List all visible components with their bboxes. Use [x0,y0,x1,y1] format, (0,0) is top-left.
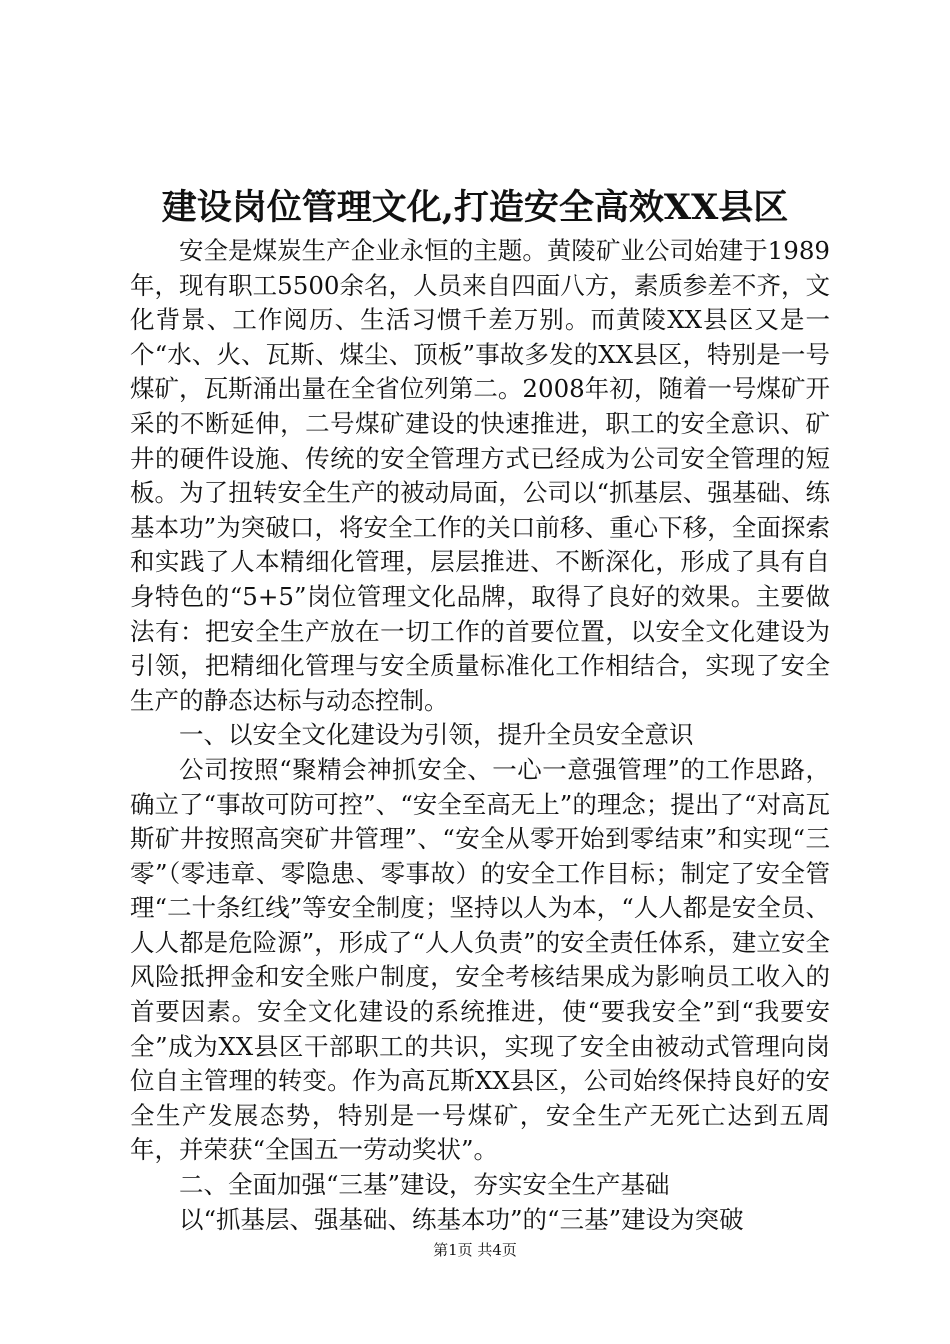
section-1-paragraph: 公司按照“聚精会神抓安全、一心一意强管理”的工作思路，确立了“事故可防可控”、“安全至高无上”的理念；提出了“对高瓦斯矿井按照高突矿井管理”、“安全从零开始到零结束”和实现“三零”（零违章、零隐患、零事故）的安全工作目标；制定了安全管理“二十条红线”等安全制度；坚持以人为本，“人人都是安全员、人人都是危险源”，形成了“人人负责”的安全责任体系，建立安全风险抵押金和安全账户制度，安全考核结果成为影响员工收入的首要因素。安全文化建设的系统推进，使“要我安全”到“我要安全”成为XX县区干部职工的共识，实现了安全由被动式管理向岗位自主管理的转变。作为高瓦斯XX县区，公司始终保持良好的安全生产发展态势，特别是一号煤矿，安全生产无死亡达到五周年，并荣获“全国五一劳动奖状”。 [130,754,830,1165]
intro-paragraph: 安全是煤炭生产企业永恒的主题。黄陵矿业公司始建于1989年，现有职工5500余名，人员来自四面八方，素质参差不齐，文化背景、工作阅历、生活习惯千差万别。而黄陵XX县区又是一个“水、火、瓦斯、煤尘、顶板”事故多发的XX县区，特别是一号煤矿，瓦斯涌出量在全省位列第二。2008年初，随着一号煤矿开采的不断延伸，二号煤矿建设的快速推进，职工的安全意识、矿井的硬件设施、传统的安全管理方式已经成为公司安全管理的短板。为了扭转安全生产的被动局面，公司以“抓基层、强基础、练基本功”为突破口，将安全工作的关口前移、重心下移，全面探索和实践了人本精细化管理，层层推进、不断深化，形成了具有自身特色的“5+5”岗位管理文化品牌，取得了良好的效果。主要做法有：把安全生产放在一切工作的首要位置，以安全文化建设为引领，把精细化管理与安全质量标准化工作相结合，实现了安全生产的静态达标与动态控制。 [130,236,830,715]
section-heading-1: 一、以安全文化建设为引领，提升全员安全意识 [179,720,694,750]
section-heading-2: 二、全面加强“三基”建设，夯实安全生产基础 [179,1170,670,1200]
page-footer: 第1页 共4页 [433,1241,517,1259]
document-title: 建设岗位管理文化,打造安全高效XX县区 [161,187,789,228]
section-2-paragraph: 以“抓基层、强基础、练基本功”的“三基”建设为突破 [179,1204,744,1234]
document-body [130,234,830,1237]
